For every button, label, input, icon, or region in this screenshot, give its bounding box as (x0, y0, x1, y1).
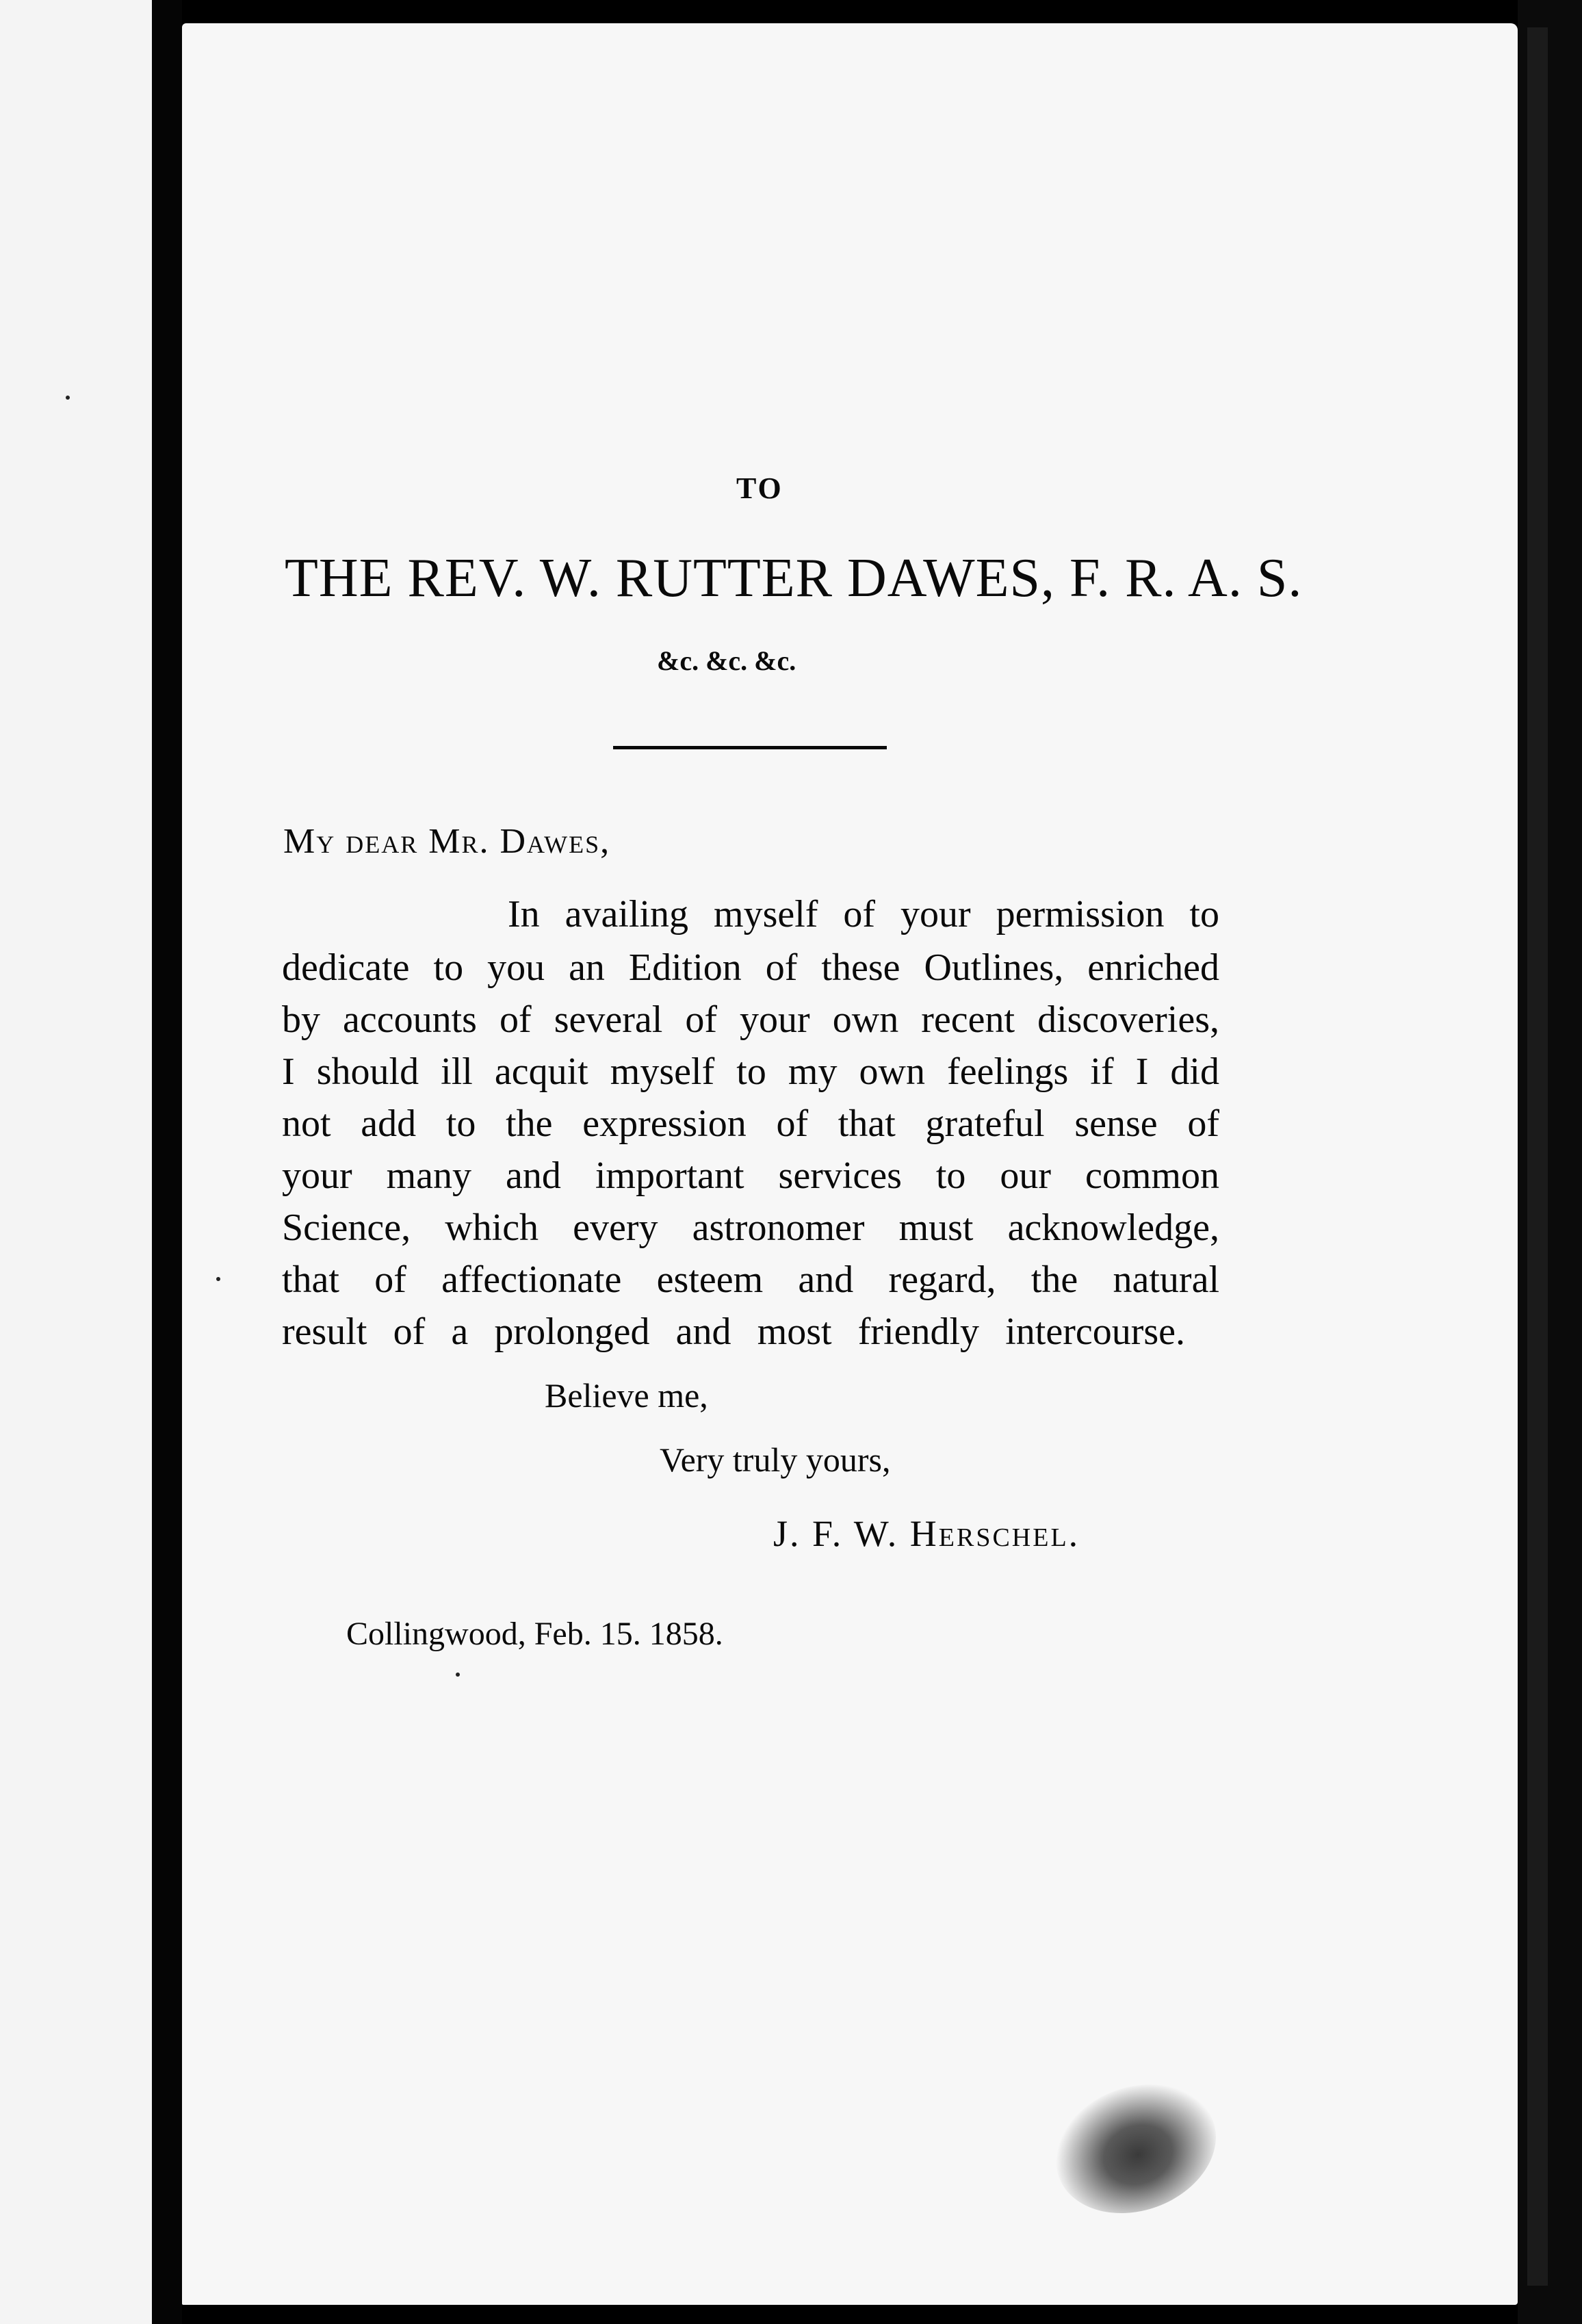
letter-body-line: that of affectionate esteem and regard, the natural (282, 1258, 1219, 1301)
letter-body-line: your many and important services to our common (282, 1154, 1219, 1197)
facing-page-edge (0, 0, 152, 2324)
separator-rule (613, 746, 887, 749)
dedicatee-name: THE REV. W. RUTTER DAWES, F. R. A. S. (285, 548, 1303, 608)
letter-body-line: I should ill acquit myself to my own feelings if I did (282, 1050, 1219, 1093)
page-edge-shadow (1527, 27, 1548, 2286)
letter-place-date: Collingwood, Feb. 15. 1858. (346, 1616, 723, 1652)
paper-speck (216, 1277, 220, 1281)
letter-body-line: dedicate to you an Edition of these Outlines, enriched (282, 946, 1219, 989)
letter-closing-yours: Very truly yours, (660, 1441, 891, 1479)
letter-closing-believe: Believe me, (545, 1376, 708, 1415)
dedicatee-etc: &c. &c. &c. (657, 645, 796, 676)
paper-speck (456, 1673, 460, 1677)
letter-body-line: not add to the expression of that grateful sense of (282, 1102, 1219, 1145)
letter-signature: J. F. W. Herschel. (773, 1513, 1080, 1554)
letter-body-line: Science, which every astronomer must acknowledge, (282, 1206, 1219, 1249)
letter-salutation: My dear Mr. Dawes, (283, 822, 611, 861)
letter-body-line: by accounts of several of your own recent discoveries, (282, 998, 1219, 1041)
letter-body-line: In availing myself of your permission to (508, 893, 1219, 935)
paper-speck (66, 396, 70, 400)
binding-gutter (152, 0, 182, 2324)
dedication-to: TO (736, 472, 783, 505)
letter-body-line: result of a prolonged and most friendly intercourse. (282, 1311, 1185, 1353)
